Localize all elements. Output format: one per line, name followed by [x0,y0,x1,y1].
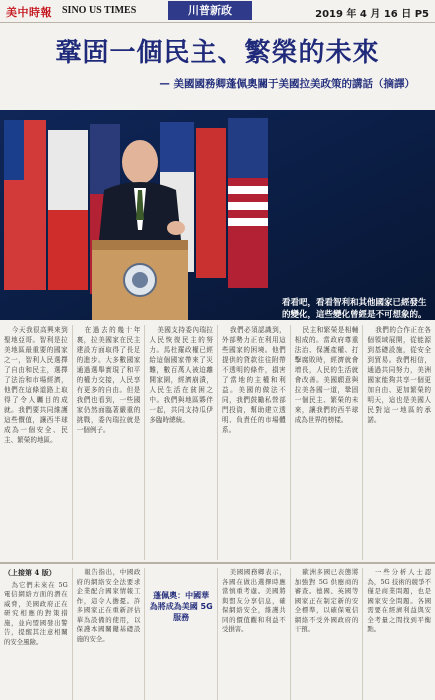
paragraph: 一些分析人士認為，5G 技術的競爭不僅是商業問題，也是國家安全問題。各國需要在經濟利益與安全考量之間找到平衡點。 [367,568,432,633]
dateline: 2019 年 4 月 16 日 P5 [315,9,429,20]
article-column [217,568,290,700]
sub-article-title: 蓬佩奧：中國華為將成為美國 5G 服務 [149,591,213,622]
paragraph: 我們的合作正在各個領域展開，從能源到基礎設施，從安全到貿易。我們相信，通過共同努力，美洲國家能夠共享一個更加自由、更加繁榮的明天，這也是美國人民對這一地區的承諾。 [367,326,432,424]
paragraph: 在過去的幾十年裏，拉美國家在民主建設方面取得了長足的進步。大多數國家通過選舉實現了和平的權力交接，人民享有更多的自由。但是我們也看到，一些國家仍然面臨著嚴重的挑戰，委內瑞拉就是一個例子。 [76,326,141,434]
headline: 鞏固一個民主、繁榮的未來 [55,38,380,68]
article-column [0,568,72,700]
paragraph: 美國國務卿表示，各國在做出選擇時應當慎重考慮。美國將與盟友分享信息，確保網絡安全，維護共同的價值觀和利益不受損害。 [222,568,286,633]
article-column [144,568,217,700]
paragraph: 民主和繁榮是相輔相成的。當政府尊重法治、保護產權、打擊腐敗時，經濟就會增長，人民的生活就會改善。美國願意與拉美各國一道，鞏固一個民主、繁榮的未來，讓我們的西半球成為世界的榜樣。 [294,326,359,424]
article-body [0,325,435,560]
article-column [72,568,145,700]
section-tab: 川普新政 [168,1,252,20]
paragraph: 美國支持委內瑞拉人民恢復民主的努力。馬杜羅政權已經給這個國家帶來了災難，數百萬人被迫離開家園，經濟崩潰，人民生活在貧困之中。我們與地區夥伴一起，共同支持瓜伊多臨時總統。 [149,326,214,424]
article-column [290,325,363,560]
article-column [72,325,145,560]
speaker-photo [0,110,435,320]
article-column [362,325,435,560]
masthead [0,0,435,23]
newspaper-logo-cn: 美中時報 [6,6,52,19]
article-column [217,325,290,560]
second-article [0,568,435,700]
section-divider [0,562,435,564]
paragraph: 今天我很高興來到聖地亞哥。智利是拉美地區最重要的國家之一，智利人民選擇了自由和民主，選擇了法治和市場經濟，他們在這條道路上取得了令人矚目的成就。我們要共同維護這些價值，讓西半球成為一個安全、民主、繁榮的地區。 [4,326,68,444]
paragraph: 我們必須認識到，外部勢力正在利用這些國家的困境。他們提供的貸款往往附帶不透明的條件，損害了當地的主權和利益。美國的做法不同，我們鼓勵私營部門投資，幫助建立透明、負責任的市場體系。 [222,326,286,434]
newspaper-logo-en: SINO US TIMES [62,5,137,16]
paragraph: 報告指出，中國政府的網絡安全法要求企業配合國家情報工作，這令人擔憂。許多國家正在重新評估華為設備的使用，以保護本國關鍵基礎設施的安全。 [76,568,141,643]
photo-caption: 看看吧，看看智利和其他國家已經發生的變化，這些變化曾經是不可想象的。 [282,298,427,320]
speaker-photo-illustration [0,110,435,320]
article-column [144,325,217,560]
article-column [0,325,72,560]
article-column [362,568,435,700]
continued-note: （上接第 4 版） [4,568,56,577]
article-column [290,568,363,700]
paragraph: 為它們未來在 5G 電信網絡方面的潛在威脅，美國政府正在研究相應的對策措施，並向盟國發出警告，提醒其注意相關的安全風險。 [4,580,68,646]
subheadline: — 美國國務卿蓬佩奧關于美國拉美政策的講話（摘譯） [159,78,415,90]
paragraph: 歐洲多國已表態將加強對 5G 供應商的審查。德國、英國等國家正在制定新的安全標準，以確保電信網絡不受外國政府的干預。 [294,568,359,633]
lectern [92,240,188,320]
